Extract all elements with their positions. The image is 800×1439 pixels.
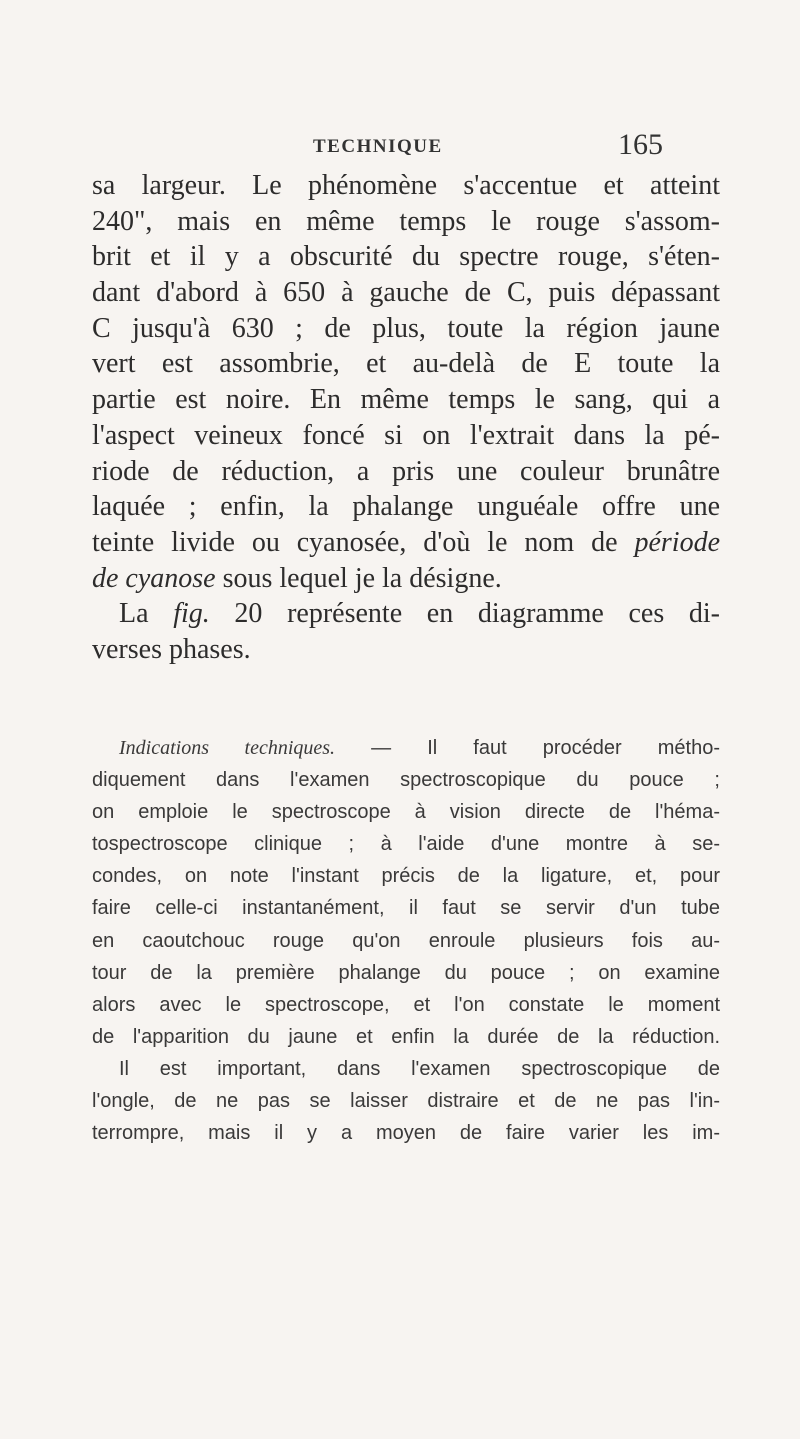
text-segment: sous lequel je la désigne. (215, 562, 502, 594)
note-line: Il est important, dans l'examen spectroscopique de (119, 1057, 720, 1080)
note-line: faire celle-ci instantanément, il faut se servir d'un tube (92, 897, 720, 920)
text-line: sa largeur. Le phénomène s'accentue et atteint (92, 170, 720, 201)
italic-term: période (634, 526, 720, 558)
note-line: tour de la première phalange du pouce ; on examine (92, 961, 720, 984)
text-line: laquée ; enfin, la phalange unguéale offre une (92, 491, 720, 523)
note-line: on emploie le spectroscope à vision directe de l'héma- (92, 801, 720, 824)
note-line (92, 732, 720, 764)
text-line: brit et il y a obscurité du spectre rouge, s'éten- (92, 241, 720, 273)
text-line (92, 561, 720, 597)
notes-heading: Indications techniques. (119, 737, 336, 759)
note-line: en caoutchouc rouge qu'on enroule plusieurs fois au- (92, 929, 720, 952)
text-line: dant d'abord à 650 à gauche de C, puis dépassant (92, 277, 720, 309)
italic-term: de cyanose (92, 562, 216, 594)
figure-reference: fig. (173, 598, 210, 630)
text-line: 240", mais en même temps le rouge s'assom- (92, 205, 720, 237)
note-line: l'ongle, de ne pas se laisser distraire et de ne pas l'in- (92, 1090, 720, 1113)
text-segment: teinte livide ou cyanosée, d'où le nom de (92, 526, 635, 558)
note-line: de l'apparition du jaune et enfin la durée de la réduction. (92, 1025, 720, 1048)
main-text (92, 168, 720, 668)
text-segment: 20 représente en diagramme ces di- (209, 598, 721, 630)
text-line (92, 525, 720, 561)
page-number: 165 (618, 128, 663, 161)
note-line: diquement dans l'examen spectroscopique du pouce ; (92, 769, 720, 792)
text-line: C jusqu'à 630 ; de plus, toute la région jaune (92, 312, 720, 344)
note-line: terrompre, mais il y a moyen de faire varier les im- (92, 1122, 720, 1145)
note-line: condes, on note l'instant précis de la ligature, et, pour (92, 865, 720, 888)
technical-notes (92, 732, 720, 1149)
text-line: vert est assombrie, et au-delà de E toute la (92, 348, 720, 380)
note-line: tospectroscope clinique ; à l'aide d'une montre à se- (92, 833, 720, 856)
text-line: verses phases. (92, 633, 251, 665)
text-line: partie est noire. En même temps le sang, qui a (92, 384, 720, 416)
note-line: alors avec le spectroscope, et l'on constate le moment (92, 993, 720, 1016)
text-line (92, 596, 720, 632)
text-line: l'aspect veineux foncé si on l'extrait dans la pé- (92, 419, 720, 451)
text-line: riode de réduction, a pris une couleur brunâtre (92, 455, 720, 487)
page-header (0, 128, 800, 172)
running-head: TECHNIQUE (313, 136, 443, 157)
text-segment: — Il faut procéder métho- (335, 737, 720, 759)
text-segment: La (119, 598, 174, 630)
